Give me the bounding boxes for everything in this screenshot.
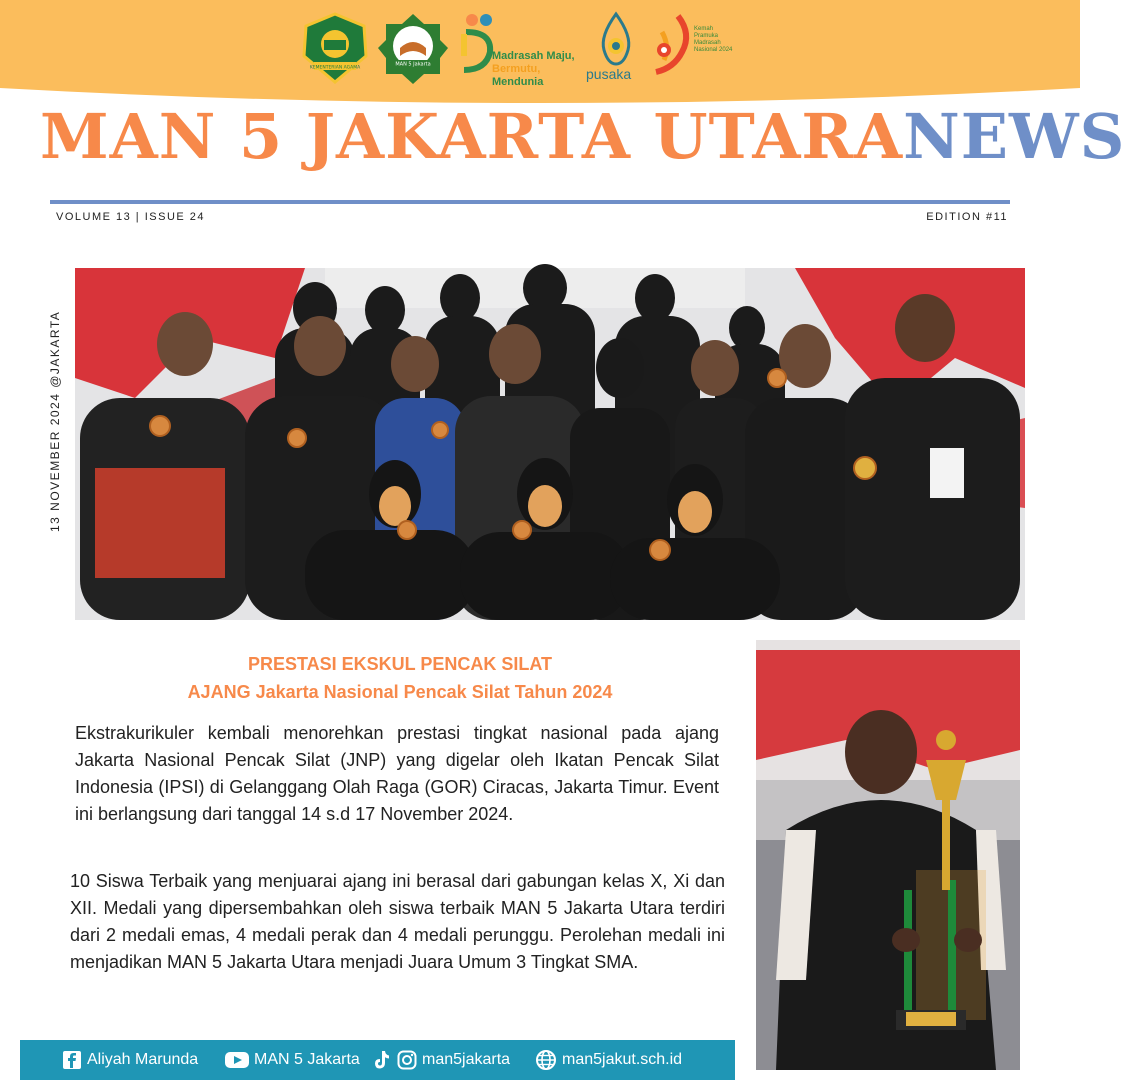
tiktok-icon — [373, 1050, 391, 1070]
dateline: 13 NOVEMBER 2024 @JAKARTA — [48, 310, 62, 532]
youtube-icon — [225, 1051, 249, 1069]
kemenag-badge-text: KEMENTERIAN AGAMA — [309, 65, 361, 71]
man5-jakarta-logo — [378, 12, 448, 84]
website-link[interactable] — [535, 1049, 682, 1071]
team-group-photo — [75, 268, 1025, 620]
youtube-link[interactable] — [225, 1049, 360, 1071]
pusaka-label: pusaka — [586, 66, 632, 82]
tagline-line-2: Bermutu, — [492, 63, 541, 75]
tagline — [492, 50, 575, 89]
tiktok-link[interactable] — [373, 1049, 396, 1071]
facebook-icon — [62, 1050, 82, 1070]
edition-number: EDITION #11 — [926, 211, 1008, 223]
facebook-label: Aliyah Marunda — [87, 1051, 199, 1068]
globe-icon — [535, 1049, 557, 1071]
masthead-divider — [50, 200, 1010, 204]
kemah-label: Kemah Pramuka Madrasah Nasional 2024 — [694, 26, 733, 53]
youtube-label: MAN 5 Jakarta — [254, 1051, 360, 1068]
masthead-title-accent: NEWS — [903, 100, 1125, 173]
volume-issue: VOLUME 13 | ISSUE 24 — [56, 211, 206, 223]
instagram-link[interactable] — [397, 1049, 510, 1071]
article-headline — [80, 650, 720, 706]
article-paragraph-1: Ekstrakurikuler kembali menorehkan prestasi tingkat nasional pada ajang Jakarta Nasional Pencak Silat (JNP) yang digelar oleh Ikatan Pencak Silat Indonesia (IPSI) di Gelanggang Olah Raga (GOR) Ciracas, Jakarta Timur. Event ini berlangsung dari tanggal 14 s.d 17 November 2024. — [75, 723, 719, 824]
kemenag-logo — [300, 12, 370, 84]
headline-line-1: PRESTASI EKSKUL PENCAK SILAT — [247, 654, 553, 674]
masthead-title-main: MAN 5 JAKARTA UTARA — [40, 100, 904, 173]
tagline-line-3: Mendunia — [492, 76, 544, 88]
man5-badge-text: MAN 5 Jakarta — [395, 61, 431, 68]
headline-line-2: AJANG Jakarta Nasional Pencak Silat Tahun 2024 — [187, 682, 613, 702]
instagram-label: man5jakarta — [422, 1051, 511, 1068]
pusaka-logo — [598, 12, 634, 68]
instagram-icon — [397, 1050, 417, 1070]
trophy-winner-photo — [756, 640, 1020, 1070]
masthead-title — [40, 100, 1125, 180]
kemah-pramuka-logo — [652, 12, 696, 84]
website-label: man5jakut.sch.id — [562, 1051, 683, 1068]
article-paragraph-2: 10 Siswa Terbaik yang menjuarai ajang ini berasal dari gabungan kelas X, Xi dan XII. Medali yang dipersembahkan oleh siswa terbaik MAN 5 Jakarta Utara terdiri dari 2 medali emas, 4 medali perak dan 4 medali perunggu. Perolehan medali ini menjadikan MAN 5 Jakarta Utara menjadi Juara Umum 3 Tingkat SMA. — [70, 871, 725, 972]
facebook-link[interactable] — [62, 1049, 198, 1071]
social-footer — [20, 1040, 735, 1080]
tagline-line-1: Madrasah Maju, — [492, 50, 575, 62]
